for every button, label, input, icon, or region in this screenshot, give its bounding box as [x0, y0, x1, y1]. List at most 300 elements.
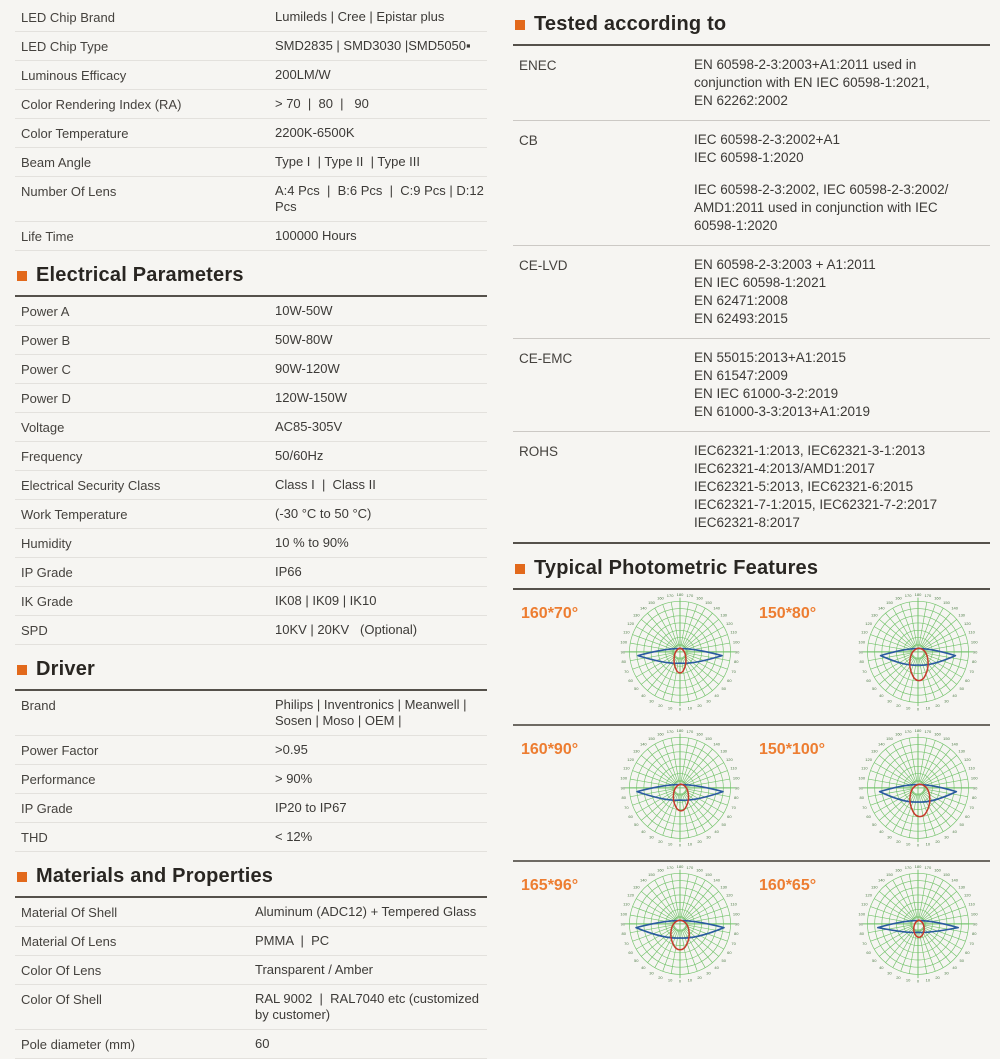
svg-text:150: 150 — [886, 871, 893, 877]
photometric-cell — [751, 862, 989, 996]
svg-text:120: 120 — [627, 620, 634, 626]
svg-text:30: 30 — [649, 970, 654, 976]
spec-row — [15, 90, 487, 119]
svg-text:100: 100 — [732, 775, 740, 781]
svg-text:60: 60 — [965, 949, 970, 955]
svg-text:20: 20 — [697, 838, 702, 844]
svg-text:10: 10 — [905, 977, 911, 983]
spec-row — [15, 32, 487, 61]
svg-text:80: 80 — [972, 659, 977, 665]
svg-text:80: 80 — [859, 659, 864, 665]
svg-text:50: 50 — [872, 821, 877, 827]
svg-text:170: 170 — [924, 729, 932, 735]
section-bullet-icon — [17, 872, 27, 882]
cert-standards — [694, 349, 990, 421]
spec-left-column — [15, 0, 487, 1059]
spec-value: 50W-80W — [275, 332, 333, 347]
svg-text:50: 50 — [721, 685, 726, 691]
svg-text:170: 170 — [666, 593, 674, 599]
svg-text:110: 110 — [730, 765, 737, 771]
spec-row — [15, 355, 487, 384]
spec-value: 10 % to 90% — [275, 535, 349, 550]
spec-row — [15, 985, 487, 1030]
spec-value: Transparent / Amber — [255, 962, 374, 977]
cert-row — [513, 46, 990, 121]
spec-label: Power B — [21, 333, 71, 348]
cert-standards-line: EN 61000-3-3:2013+A1:2019 — [694, 404, 871, 419]
svg-text:80: 80 — [972, 931, 977, 937]
spec-label: LED Chip Type — [21, 39, 109, 54]
svg-text:40: 40 — [714, 692, 719, 698]
svg-text:170: 170 — [686, 729, 694, 735]
spec-label: Humidity — [21, 536, 72, 551]
svg-text:170: 170 — [924, 593, 932, 599]
spec-label: Pole diameter (mm) — [21, 1037, 136, 1052]
spec-label: Work Temperature — [21, 507, 128, 522]
polar-grid — [858, 728, 978, 847]
spec-label: Material Of Shell — [21, 905, 118, 920]
svg-text:90: 90 — [858, 785, 864, 791]
svg-text:90: 90 — [734, 921, 740, 927]
svg-text:120: 120 — [865, 756, 872, 762]
svg-text:30: 30 — [887, 698, 892, 704]
svg-text:50: 50 — [634, 685, 639, 691]
spec-row — [15, 177, 487, 222]
cert-standards-line: IEC62321-1:2013, IEC62321-3-1:2013 — [694, 443, 926, 458]
spec-row — [15, 529, 487, 558]
svg-text:20: 20 — [658, 702, 663, 708]
svg-text:30: 30 — [887, 970, 892, 976]
spec-row — [15, 736, 487, 765]
spec-label: Color Of Lens — [21, 963, 102, 978]
svg-text:100: 100 — [620, 639, 628, 645]
svg-text:10: 10 — [687, 705, 693, 711]
svg-text:40: 40 — [952, 964, 957, 970]
spec-value: 50/60Hz — [275, 448, 324, 463]
svg-text:180: 180 — [676, 864, 684, 870]
svg-text:140: 140 — [951, 741, 959, 747]
spec-label: Power D — [21, 391, 71, 406]
cert-standards-line: EN 55015:2013+A1:2015 — [694, 350, 847, 365]
svg-text:80: 80 — [621, 659, 626, 665]
polar-grid — [620, 592, 740, 711]
cert-standards-gap — [694, 167, 990, 181]
svg-text:10: 10 — [925, 841, 931, 847]
spec-label: LED Chip Brand — [21, 10, 115, 25]
svg-text:10: 10 — [687, 977, 693, 983]
svg-text:0: 0 — [916, 978, 920, 984]
svg-text:70: 70 — [624, 940, 629, 946]
svg-text:140: 140 — [877, 605, 885, 611]
svg-text:10: 10 — [667, 841, 673, 847]
svg-text:90: 90 — [972, 649, 978, 655]
cert-standards-line: EN 60598-2-3:2003+A1:2011 used in — [694, 57, 917, 72]
svg-text:180: 180 — [676, 728, 684, 734]
section-title: Electrical Parameters — [36, 264, 244, 286]
svg-text:40: 40 — [714, 828, 719, 834]
svg-text:10: 10 — [667, 705, 673, 711]
cert-standards-line: EN 60598-2-3:2003 + A1:2011 — [694, 257, 876, 272]
svg-text:20: 20 — [896, 974, 901, 980]
svg-text:110: 110 — [861, 629, 868, 635]
svg-text:130: 130 — [632, 884, 640, 890]
svg-text:70: 70 — [969, 668, 974, 674]
cert-name: CE-EMC — [519, 351, 573, 366]
svg-text:140: 140 — [877, 877, 885, 883]
cert-name: CB — [519, 133, 538, 148]
spec-row — [15, 413, 487, 442]
svg-text:170: 170 — [924, 865, 932, 871]
svg-text:70: 70 — [731, 804, 736, 810]
photometric-polar-chart — [609, 728, 751, 859]
svg-text:120: 120 — [964, 892, 971, 898]
svg-text:160: 160 — [934, 595, 941, 601]
svg-text:120: 120 — [865, 892, 872, 898]
spec-row — [15, 558, 487, 587]
svg-text:100: 100 — [620, 911, 628, 917]
spec-label: Color Temperature — [21, 126, 129, 141]
svg-text:20: 20 — [658, 838, 663, 844]
svg-text:90: 90 — [734, 785, 740, 791]
svg-text:170: 170 — [686, 865, 694, 871]
svg-text:50: 50 — [872, 957, 877, 963]
svg-text:70: 70 — [624, 804, 629, 810]
spec-value: A:4 Pcs | B:6 Pcs | C:9 Pcs | D:12 Pcs — [275, 183, 488, 214]
beam-angle-label: 150*100° — [759, 741, 826, 758]
svg-text:100: 100 — [732, 911, 740, 917]
cert-standards-line: IEC62321-8:2017 — [694, 515, 800, 530]
cert-standards-line: IEC62321-5:2013, IEC62321-6:2015 — [694, 479, 914, 494]
svg-text:160: 160 — [895, 867, 902, 873]
svg-text:100: 100 — [620, 775, 628, 781]
spec-row — [15, 119, 487, 148]
svg-text:60: 60 — [628, 677, 633, 683]
spec-value: >0.95 — [275, 742, 308, 757]
section-title: Typical Photometric Features — [534, 557, 819, 579]
svg-text:50: 50 — [721, 821, 726, 827]
svg-text:170: 170 — [686, 593, 694, 599]
svg-text:40: 40 — [714, 964, 719, 970]
cert-standards-line: IEC62321-4:2013/AMD1:2017 — [694, 461, 875, 476]
svg-text:140: 140 — [639, 605, 647, 611]
svg-text:140: 140 — [639, 877, 647, 883]
svg-text:170: 170 — [666, 865, 674, 871]
svg-text:30: 30 — [706, 970, 711, 976]
svg-text:150: 150 — [705, 599, 712, 605]
svg-text:30: 30 — [944, 970, 949, 976]
section-header-tested-according-to — [513, 0, 990, 46]
svg-text:20: 20 — [658, 974, 663, 980]
polar-grid — [620, 728, 740, 847]
spec-value: IP20 to IP67 — [275, 800, 347, 815]
svg-text:130: 130 — [632, 612, 640, 618]
section-title: Driver — [36, 658, 96, 680]
cert-standards-line: IEC 60598-2-3:2002, IEC 60598-2-3:2002/ — [694, 182, 949, 197]
cert-name: CE-LVD — [519, 258, 568, 273]
svg-text:20: 20 — [935, 838, 940, 844]
svg-text:50: 50 — [634, 957, 639, 963]
spec-value: 60 — [255, 1036, 270, 1051]
svg-text:100: 100 — [858, 639, 866, 645]
svg-text:120: 120 — [627, 892, 634, 898]
svg-text:110: 110 — [623, 765, 630, 771]
spec-row — [15, 898, 487, 927]
svg-text:150: 150 — [648, 735, 655, 741]
svg-text:70: 70 — [731, 668, 736, 674]
spec-row — [15, 471, 487, 500]
svg-text:110: 110 — [968, 765, 975, 771]
svg-text:170: 170 — [904, 593, 912, 599]
svg-text:40: 40 — [641, 964, 646, 970]
spec-row — [15, 61, 487, 90]
svg-text:70: 70 — [731, 940, 736, 946]
svg-text:60: 60 — [866, 677, 871, 683]
svg-text:120: 120 — [964, 620, 971, 626]
spec-row — [15, 297, 487, 326]
cert-standards-line: EN 61547:2009 — [694, 368, 788, 383]
polar-grid — [858, 592, 978, 711]
svg-text:160: 160 — [934, 731, 941, 737]
spec-value: AC85-305V — [275, 419, 343, 434]
svg-text:50: 50 — [959, 685, 964, 691]
svg-text:10: 10 — [905, 841, 911, 847]
spec-value: 100000 Hours — [275, 228, 357, 243]
spec-value: 200LM/W — [275, 67, 331, 82]
photometric-polar-chart — [609, 592, 751, 723]
svg-text:110: 110 — [968, 901, 975, 907]
svg-text:180: 180 — [914, 592, 922, 598]
svg-text:170: 170 — [904, 729, 912, 735]
svg-text:180: 180 — [914, 728, 922, 734]
svg-text:0: 0 — [678, 978, 682, 984]
svg-text:160: 160 — [657, 595, 664, 601]
spec-value: Class I | Class II — [275, 477, 376, 492]
spec-value: 120W-150W — [275, 390, 348, 405]
svg-text:20: 20 — [935, 974, 940, 980]
photometric-row — [513, 590, 990, 726]
section-header-electrical-parameters — [15, 251, 487, 297]
beam-angle-label: 150*80° — [759, 605, 817, 622]
spec-row — [15, 691, 487, 736]
section-title: Materials and Properties — [36, 865, 274, 887]
spec-value: Philips | Inventronics | Meanwell | Sosen | Moso | OEM | — [275, 697, 471, 728]
svg-text:0: 0 — [916, 842, 920, 848]
svg-text:100: 100 — [970, 911, 978, 917]
spec-label: Life Time — [21, 229, 74, 244]
cert-standards-line: EN 62493:2015 — [694, 311, 788, 326]
svg-text:40: 40 — [879, 692, 884, 698]
svg-text:90: 90 — [858, 921, 864, 927]
svg-text:50: 50 — [872, 685, 877, 691]
svg-text:150: 150 — [886, 735, 893, 741]
svg-text:90: 90 — [972, 921, 978, 927]
svg-text:110: 110 — [861, 765, 868, 771]
beam-angle-label: 160*70° — [521, 605, 579, 622]
svg-text:70: 70 — [969, 940, 974, 946]
svg-text:130: 130 — [958, 748, 966, 754]
svg-text:180: 180 — [676, 592, 684, 598]
svg-text:100: 100 — [732, 639, 740, 645]
red-curve — [914, 920, 924, 937]
svg-text:60: 60 — [628, 949, 633, 955]
photometric-cell — [513, 862, 751, 996]
svg-text:70: 70 — [624, 668, 629, 674]
spec-value: Aluminum (ADC12) + Tempered Glass — [255, 904, 477, 919]
spec-row — [15, 148, 487, 177]
spec-value: Type I | Type II | Type III — [275, 154, 421, 169]
spec-row — [15, 384, 487, 413]
spec-label: Color Of Shell — [21, 992, 102, 1007]
spec-row — [15, 765, 487, 794]
photometric-polar-chart — [847, 864, 989, 995]
spec-row — [15, 500, 487, 529]
svg-text:160: 160 — [895, 731, 902, 737]
svg-text:60: 60 — [866, 813, 871, 819]
spec-row — [15, 927, 487, 956]
cert-row — [513, 121, 990, 246]
spec-value: (-30 °C to 50 °C) — [275, 506, 372, 521]
spec-label: Material Of Lens — [21, 934, 117, 949]
spec-label: IP Grade — [21, 565, 73, 580]
svg-text:20: 20 — [697, 702, 702, 708]
svg-text:130: 130 — [870, 612, 878, 618]
photometric-cell — [513, 726, 751, 860]
svg-text:10: 10 — [925, 705, 931, 711]
svg-text:90: 90 — [620, 921, 626, 927]
svg-text:160: 160 — [696, 867, 703, 873]
svg-text:60: 60 — [628, 813, 633, 819]
svg-text:70: 70 — [862, 668, 867, 674]
svg-text:60: 60 — [727, 813, 732, 819]
svg-text:30: 30 — [649, 698, 654, 704]
section-header-typical-photometric-features — [513, 544, 990, 590]
svg-text:130: 130 — [958, 884, 966, 890]
cert-standards-line: EN 62262:2002 — [694, 93, 788, 108]
photometric-cell — [751, 726, 989, 860]
svg-text:130: 130 — [720, 748, 728, 754]
spec-label: Performance — [21, 772, 96, 787]
cert-row — [513, 339, 990, 432]
svg-text:110: 110 — [730, 901, 737, 907]
svg-text:140: 140 — [877, 741, 885, 747]
svg-text:10: 10 — [905, 705, 911, 711]
spec-right-column — [513, 0, 990, 996]
svg-text:80: 80 — [734, 931, 739, 937]
svg-text:150: 150 — [943, 599, 950, 605]
svg-text:20: 20 — [896, 702, 901, 708]
svg-text:0: 0 — [678, 842, 682, 848]
photometric-row — [513, 726, 990, 862]
svg-text:70: 70 — [969, 804, 974, 810]
svg-text:60: 60 — [866, 949, 871, 955]
svg-text:0: 0 — [916, 706, 920, 712]
photometric-polar-chart — [847, 728, 989, 859]
spec-value: 90W-120W — [275, 361, 340, 376]
svg-text:10: 10 — [925, 977, 931, 983]
svg-text:120: 120 — [726, 756, 733, 762]
cert-standards — [694, 256, 990, 328]
svg-text:140: 140 — [713, 741, 721, 747]
spec-label: Beam Angle — [21, 155, 92, 170]
svg-text:110: 110 — [730, 629, 737, 635]
photometric-row — [513, 862, 990, 996]
section-header-materials-and-properties — [15, 852, 487, 898]
svg-text:90: 90 — [858, 649, 864, 655]
cert-standards-line: IEC62321-7-1:2015, IEC62321-7-2:2017 — [694, 497, 938, 512]
spec-row — [15, 794, 487, 823]
svg-text:20: 20 — [935, 702, 940, 708]
spec-row — [15, 3, 487, 32]
section-rows — [15, 898, 487, 1059]
svg-text:120: 120 — [964, 756, 971, 762]
svg-text:130: 130 — [720, 884, 728, 890]
spec-value: SMD2835 | SMD3030 |SMD5050▪ — [275, 38, 471, 53]
svg-text:150: 150 — [648, 871, 655, 877]
svg-text:160: 160 — [657, 731, 664, 737]
spec-row — [15, 956, 487, 985]
svg-text:30: 30 — [887, 834, 892, 840]
photometric-cell — [513, 590, 751, 724]
svg-text:60: 60 — [727, 677, 732, 683]
svg-text:20: 20 — [896, 838, 901, 844]
svg-text:90: 90 — [972, 785, 978, 791]
spec-value: 10KV | 20KV (Optional) — [275, 622, 418, 637]
svg-text:100: 100 — [858, 911, 866, 917]
svg-text:40: 40 — [641, 828, 646, 834]
svg-text:80: 80 — [734, 795, 739, 801]
cert-standards-line: IEC 60598-1:2020 — [694, 150, 804, 165]
svg-text:70: 70 — [862, 804, 867, 810]
svg-text:40: 40 — [952, 692, 957, 698]
spec-value: RAL 9002 | RAL7040 etc (customized by customer) — [255, 991, 483, 1022]
cert-standards — [694, 442, 990, 532]
cert-standards-line: EN IEC 60598-1:2021 — [694, 275, 827, 290]
svg-text:120: 120 — [627, 756, 634, 762]
svg-text:40: 40 — [641, 692, 646, 698]
svg-text:20: 20 — [697, 974, 702, 980]
spec-value: 2200K-6500K — [275, 125, 355, 140]
svg-text:60: 60 — [965, 677, 970, 683]
svg-text:150: 150 — [943, 871, 950, 877]
svg-text:170: 170 — [904, 865, 912, 871]
svg-text:110: 110 — [861, 901, 868, 907]
beam-angle-label: 160*65° — [759, 877, 817, 894]
spec-value: Lumileds | Cree | Epistar plus — [275, 9, 445, 24]
svg-text:140: 140 — [951, 877, 959, 883]
svg-text:130: 130 — [720, 612, 728, 618]
photometric-cell — [751, 590, 989, 724]
svg-text:30: 30 — [706, 698, 711, 704]
svg-text:130: 130 — [958, 612, 966, 618]
section-rows — [15, 297, 487, 645]
svg-text:40: 40 — [879, 964, 884, 970]
spec-label: Electrical Security Class — [21, 478, 161, 493]
svg-text:50: 50 — [959, 821, 964, 827]
spec-value: > 90% — [275, 771, 313, 786]
svg-text:80: 80 — [621, 931, 626, 937]
section-header-driver — [15, 645, 487, 691]
svg-text:90: 90 — [620, 649, 626, 655]
spec-value: IP66 — [275, 564, 302, 579]
section-bullet-icon — [17, 271, 27, 281]
svg-text:170: 170 — [666, 729, 674, 735]
svg-text:0: 0 — [678, 706, 682, 712]
section-bullet-icon — [17, 665, 27, 675]
cert-name: ROHS — [519, 444, 559, 459]
polar-grid — [620, 864, 740, 983]
svg-text:130: 130 — [870, 884, 878, 890]
svg-text:120: 120 — [726, 892, 733, 898]
